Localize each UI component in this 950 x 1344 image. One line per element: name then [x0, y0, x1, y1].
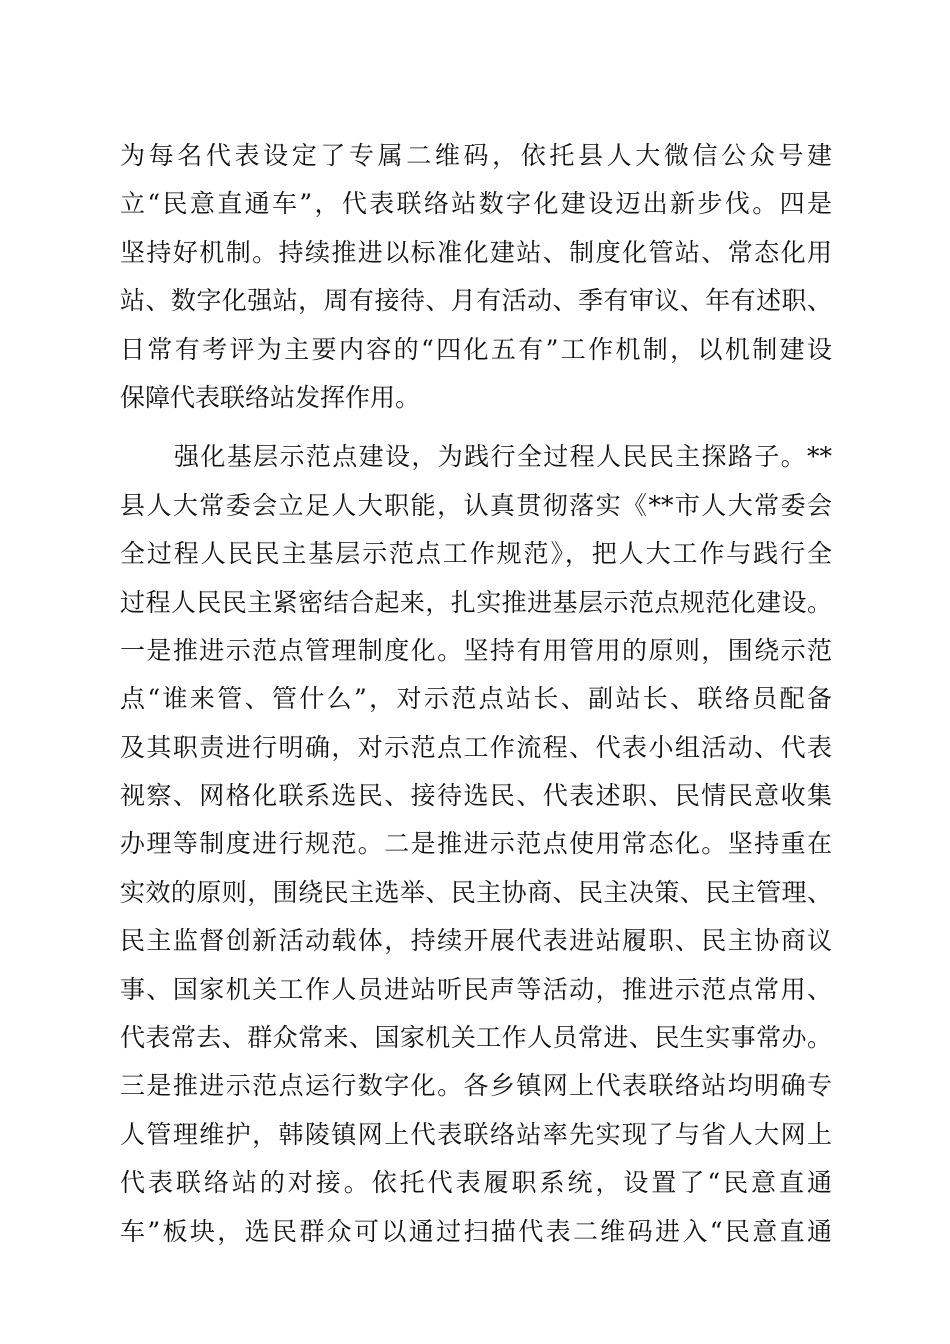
text-line: 过程人民民主紧密结合起来，扎实推进基层示范点规范化建设。: [120, 587, 832, 617]
text-line: 人管理维护，韩陵镇网上代表联络站率先实现了与省人大网上: [120, 1119, 832, 1149]
text-line: 视察、网格化联系选民、接待选民、代表述职、民情民意收集: [120, 781, 832, 811]
text-line: 民主监督创新活动载体，持续开展代表进站履职、民主协商议: [120, 926, 832, 956]
paragraph-2: [120, 433, 832, 1256]
text-line: 立“民意直通车”，代表联络站数字化建设迈出新步伐。四是: [120, 189, 832, 219]
body-text: [120, 132, 832, 1256]
text-line: 为每名代表设定了专属二维码，依托县人大微信公众号建: [120, 141, 832, 170]
text-line: 站、数字化强站，周有接待、月有活动、季有审议、年有述职、: [120, 286, 832, 316]
text-line: 事、国家机关工作人员进站听民声等活动，推进示范点常用、: [120, 974, 832, 1004]
text-line: 三是推进示范点运行数字化。各乡镇网上代表联络站均明确专: [120, 1071, 832, 1101]
text-line: 点“谁来管、管什么”，对示范点站长、副站长、联络员配备: [120, 684, 832, 714]
text-line: 坚持好机制。持续推进以标准化建站、制度化管站、常态化用: [120, 237, 832, 267]
text-line: 全过程人民民主基层示范点工作规范》，把人大工作与践行全: [120, 539, 832, 569]
text-line: 办理等制度进行规范。二是推进示范点使用常态化。坚持重在: [120, 829, 832, 859]
text-line: 保障代表联络站发挥作用。: [120, 382, 421, 412]
text-line: 县人大常委会立足人大职能，认真贯彻落实《**市人大常委会: [120, 490, 832, 520]
text-line: 强化基层示范点建设，为践行全过程人民民主探路子。**: [174, 442, 832, 472]
text-line: 实效的原则，围绕民主选举、民主协商、民主决策、民主管理、: [120, 877, 832, 907]
text-line: 日常有考评为主要内容的“四化五有”工作机制，以机制建设: [120, 334, 832, 364]
text-line: 一是推进示范点管理制度化。坚持有用管用的原则，围绕示范: [120, 635, 832, 665]
text-line: 代表联络站的对接。依托代表履职系统，设置了“民意直通: [120, 1168, 832, 1198]
paragraph-gap: [120, 422, 832, 433]
text-line: 及其职责进行明确，对示范点工作流程、代表小组活动、代表: [120, 732, 832, 762]
text-line: 代表常去、群众常来、国家机关工作人员常进、民生实事常办。: [120, 1023, 832, 1053]
paragraph-1: [120, 132, 832, 422]
text-line: 车”板块，选民群众可以通过扫描代表二维码进入“民意直通: [120, 1216, 832, 1246]
